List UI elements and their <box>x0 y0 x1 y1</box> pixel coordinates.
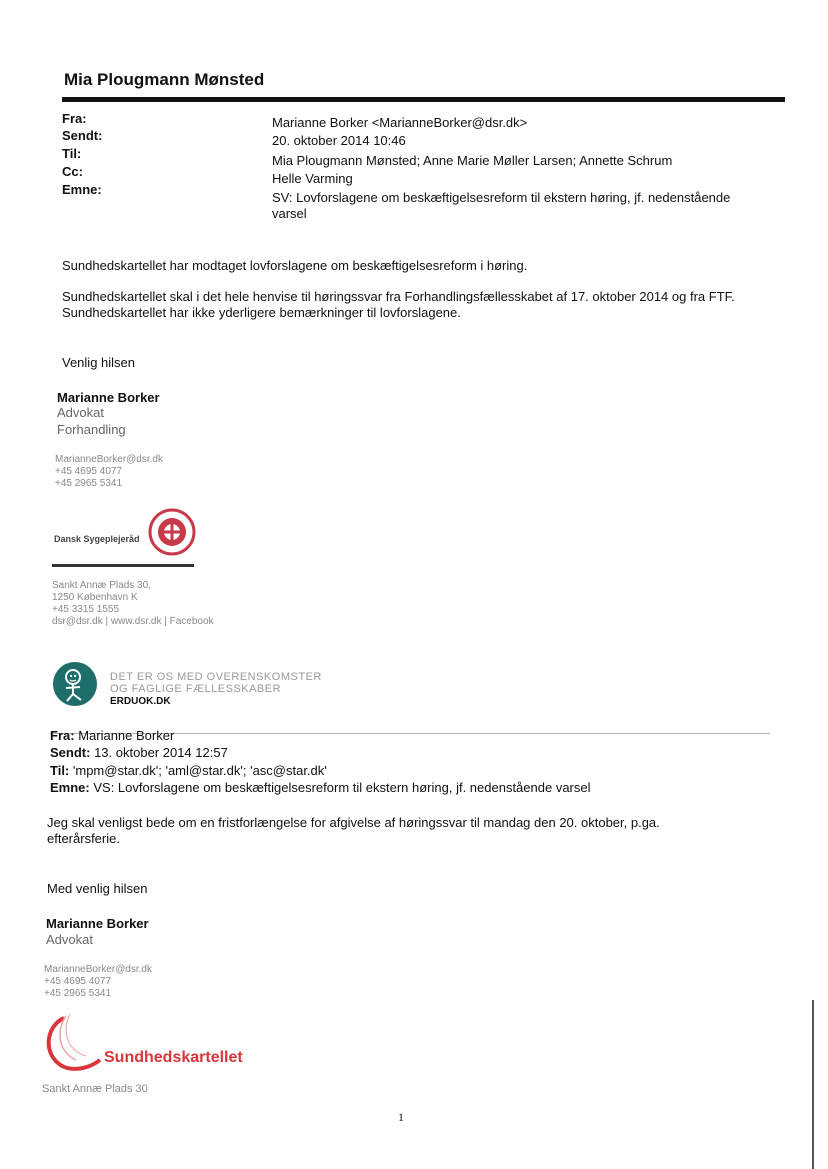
header-label-til: Til: <box>62 146 82 161</box>
forward-til-label: Til: <box>50 763 70 778</box>
signature-name: Marianne Borker <box>57 390 160 405</box>
header-value-emne-cont: varsel <box>272 206 307 221</box>
document-owner: Mia Plougmann Mønsted <box>64 70 265 89</box>
erduok-logo-icon <box>52 661 98 712</box>
sundhedskartellet-logo-text: Sundhedskartellet <box>104 1049 243 1066</box>
dsr-logo-text: Dansk Sygeplejeråd <box>54 534 140 544</box>
header-label-fra: Fra: <box>62 111 87 126</box>
header-value-emne: SV: Lovforslagene om beskæftigelsesreform til ekstern høring, jf. nedenstående <box>272 190 731 205</box>
header-label-emne: Emne: <box>62 182 102 197</box>
dsr-links[interactable]: dsr@dsr.dk | www.dsr.dk | Facebook <box>52 616 214 627</box>
dsr-address-2: 1250 København K <box>52 592 138 603</box>
header-label-cc: Cc: <box>62 164 83 179</box>
scan-edge-line <box>812 1000 814 1169</box>
header-label-sendt: Sendt: <box>62 128 103 143</box>
signature-phone-1: +45 4695 4077 <box>55 466 123 477</box>
body-line-1: Sundhedskartellet har modtaget lovforslagene om beskæftigelsesreform i høring. <box>62 258 528 273</box>
forward-body-2: efterårsferie. <box>47 831 120 846</box>
forward-body-1: Jeg skal venligst bede om en fristforlængelse for afgivelse af høringssvar til mandag den 20. oktober, p.ga. <box>47 815 660 830</box>
greeting: Venlig hilsen <box>62 355 135 370</box>
dsr-divider <box>52 564 194 567</box>
forward-sendt-label: Sendt: <box>50 745 91 760</box>
sundhedskartellet-swoosh-icon <box>40 1012 108 1079</box>
forward-address: Sankt Annæ Plads 30 <box>42 1083 148 1095</box>
badge-url[interactable]: ERDUOK.DK <box>110 696 171 707</box>
dsr-phone: +45 3315 1555 <box>52 604 120 615</box>
body-line-2: Sundhedskartellet skal i det hele henvise til høringssvar fra Forhandlingsfællesskabet af 17. oktober 2014 og fra FTF. <box>62 289 735 304</box>
signature-email[interactable]: MarianneBorker@dsr.dk <box>55 454 163 465</box>
forward-emne-row <box>50 780 591 795</box>
signature-phone-2: +45 2965 5341 <box>55 478 123 489</box>
badge-line-2: OG FAGLIGE FÆLLESSKABER <box>110 683 282 695</box>
forward-til-row <box>50 763 327 778</box>
forward-fra-value: Marianne Borker <box>78 728 175 743</box>
body-line-3: Sundhedskartellet har ikke yderligere bemærkninger til lovforslagene. <box>62 305 461 320</box>
dsr-address-1: Sankt Annæ Plads 30, <box>52 580 151 591</box>
page-number: 1 <box>398 1110 404 1124</box>
forward-fra-row <box>50 728 174 743</box>
forward-til-value: 'mpm@star.dk'; 'aml@star.dk'; 'asc@star.dk' <box>72 763 327 778</box>
forward-signature-title: Advokat <box>46 932 93 947</box>
header-value-cc: Helle Varming <box>272 171 353 186</box>
forward-signature-name: Marianne Borker <box>46 916 149 931</box>
forward-fra-label: Fra: <box>50 728 75 743</box>
forward-greeting: Med venlig hilsen <box>47 881 148 896</box>
forward-emne-value: VS: Lovforslagene om beskæftigelsesreform til ekstern høring, jf. nedenstående varsel <box>93 780 591 795</box>
forward-sendt-row <box>50 745 228 760</box>
header-value-til: Mia Plougmann Mønsted; Anne Marie Møller Larsen; Annette Schrum <box>272 153 673 168</box>
header-value-sendt: 20. oktober 2014 10:46 <box>272 133 406 148</box>
dsr-seal-icon <box>148 508 196 561</box>
forward-signature-email[interactable]: MarianneBorker@dsr.dk <box>44 964 152 975</box>
forward-emne-label: Emne: <box>50 780 90 795</box>
title-rule <box>62 97 785 102</box>
badge-line-1: DET ER OS MED OVERENSKOMSTER <box>110 671 322 683</box>
signature-dept: Forhandling <box>57 422 126 437</box>
forward-signature-phone-1: +45 4695 4077 <box>44 976 112 987</box>
forward-signature-phone-2: +45 2965 5341 <box>44 988 112 999</box>
forward-sendt-value: 13. oktober 2014 12:57 <box>94 745 228 760</box>
header-value-fra: Marianne Borker <MarianneBorker@dsr.dk> <box>272 115 528 130</box>
signature-title: Advokat <box>57 405 104 420</box>
